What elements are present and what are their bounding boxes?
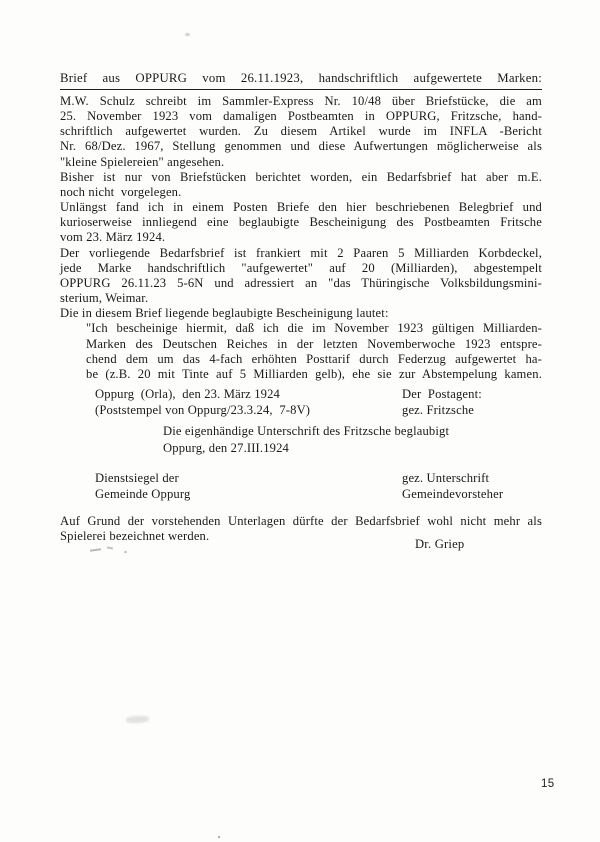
column-row <box>95 470 542 487</box>
scan-artifact-speck <box>185 33 190 36</box>
text-line: 25. November 1923 vom damaligen Postbeamten in OPPURG, Fritzsche, hand- <box>60 109 542 124</box>
column-right-text: Der Postagent: <box>402 386 482 401</box>
column-right-text: Gemeindevorsteher <box>402 487 504 502</box>
document-heading: Brief aus OPPURG vom 26.11.1923, handschriftlich aufgewertete Marken: <box>60 70 542 90</box>
column-right-text: gez. Unterschrift <box>402 470 490 485</box>
scan-artifact-dot <box>218 836 220 838</box>
text-line: noch nicht vorgelegen. <box>60 184 182 199</box>
paragraph <box>60 246 542 307</box>
text-line: M.W. Schulz schreibt im Sammler-Express Nr. 10/48 über Briefstücke, die am <box>60 94 542 108</box>
text-line: schriftlich aufgewertet wurden. Zu diesem Artikel wurde im INFLA -Bericht <box>60 124 542 139</box>
document-content <box>60 70 542 552</box>
column-left-text: Gemeinde Oppurg <box>95 487 191 502</box>
signature-line: Dr. Griep <box>415 537 465 552</box>
page-number: 15 <box>541 778 555 790</box>
text-line: Die in diesem Brief liegende beglaubigte Bescheinigung lautet: <box>60 306 389 321</box>
two-column-block <box>95 470 542 503</box>
text-line: Spielerei bezeichnet werden. <box>60 529 210 544</box>
text-line: vom 23. März 1924. <box>60 230 166 245</box>
two-column-block <box>95 386 542 419</box>
column-left-text: Dienstsiegel der <box>95 470 179 485</box>
text-line: "kleine Spielereien" angesehen. <box>60 154 225 169</box>
text-line: chend dem um das 4-fach erhöhten Posttarif durch Federzug aufgewertet ha- <box>86 351 542 366</box>
text-line: Die eigenhändige Unterschrift des Fritzsche beglaubigt <box>163 423 450 438</box>
paragraph <box>60 94 542 170</box>
text-line: Bisher ist nur von Briefstücken berichtet worden, ein Bedarfsbrief hat aber m.E. <box>60 169 542 184</box>
paragraph <box>60 306 542 321</box>
text-line: OPPURG 26.11.23 5-6N und adressiert an "das Thüringische Volksbildungsmini- <box>60 275 542 290</box>
text-line: Unlängst fand ich in einem Posten Briefe den hier beschriebenen Belegbrief und <box>60 200 542 215</box>
text-line: jede Marke handschriftlich "aufgewertet" auf 20 (Milliarden), abgestempelt <box>60 260 542 275</box>
column-left-text: (Poststempel von Oppurg/23.3.24, 7-8V) <box>95 403 311 418</box>
column-row <box>95 386 542 403</box>
text-line: Auf Grund der vorstehenden Unterlagen dürfte der Bedarfsbrief wohl nicht mehr als <box>60 513 542 528</box>
column-row <box>95 486 542 503</box>
text-line: be (z.B. 20 mit Tinte auf 5 Milliarden gelb), ehe sie zur Abstempelung kamen. <box>86 366 542 381</box>
text-line: Der vorliegende Bedarfsbrief ist frankiert mit 2 Paaren 5 Milliarden Korbdeckel, <box>60 245 542 260</box>
paragraph <box>86 321 542 382</box>
column-row <box>95 402 542 419</box>
text-line: "Ich bescheinige hiermit, daß ich die im November 1923 gültigen Milliarden- <box>86 321 542 336</box>
text-line: sterium, Weimar. <box>60 291 149 306</box>
paragraph <box>60 170 542 200</box>
text-line: Nr. 68/Dez. 1967, Stellung genommen und diese Aufwertungen möglicherweise als <box>60 139 542 154</box>
paragraph <box>60 200 542 245</box>
text-line: Oppurg, den 27.III.1924 <box>163 440 289 455</box>
scan-artifact-smudge <box>126 715 149 723</box>
text-line: Marken des Deutschen Reiches in der letzten Novemberwoche 1923 entspre- <box>86 336 542 351</box>
paragraph <box>163 423 542 457</box>
column-right-text: gez. Fritzsche <box>402 403 475 418</box>
text-line: kurioserweise innliegend eine beglaubigte Bescheinigung des Postbeamten Fritsche <box>60 215 542 230</box>
column-left-text: Oppurg (Orla), den 23. März 1924 <box>95 386 280 401</box>
